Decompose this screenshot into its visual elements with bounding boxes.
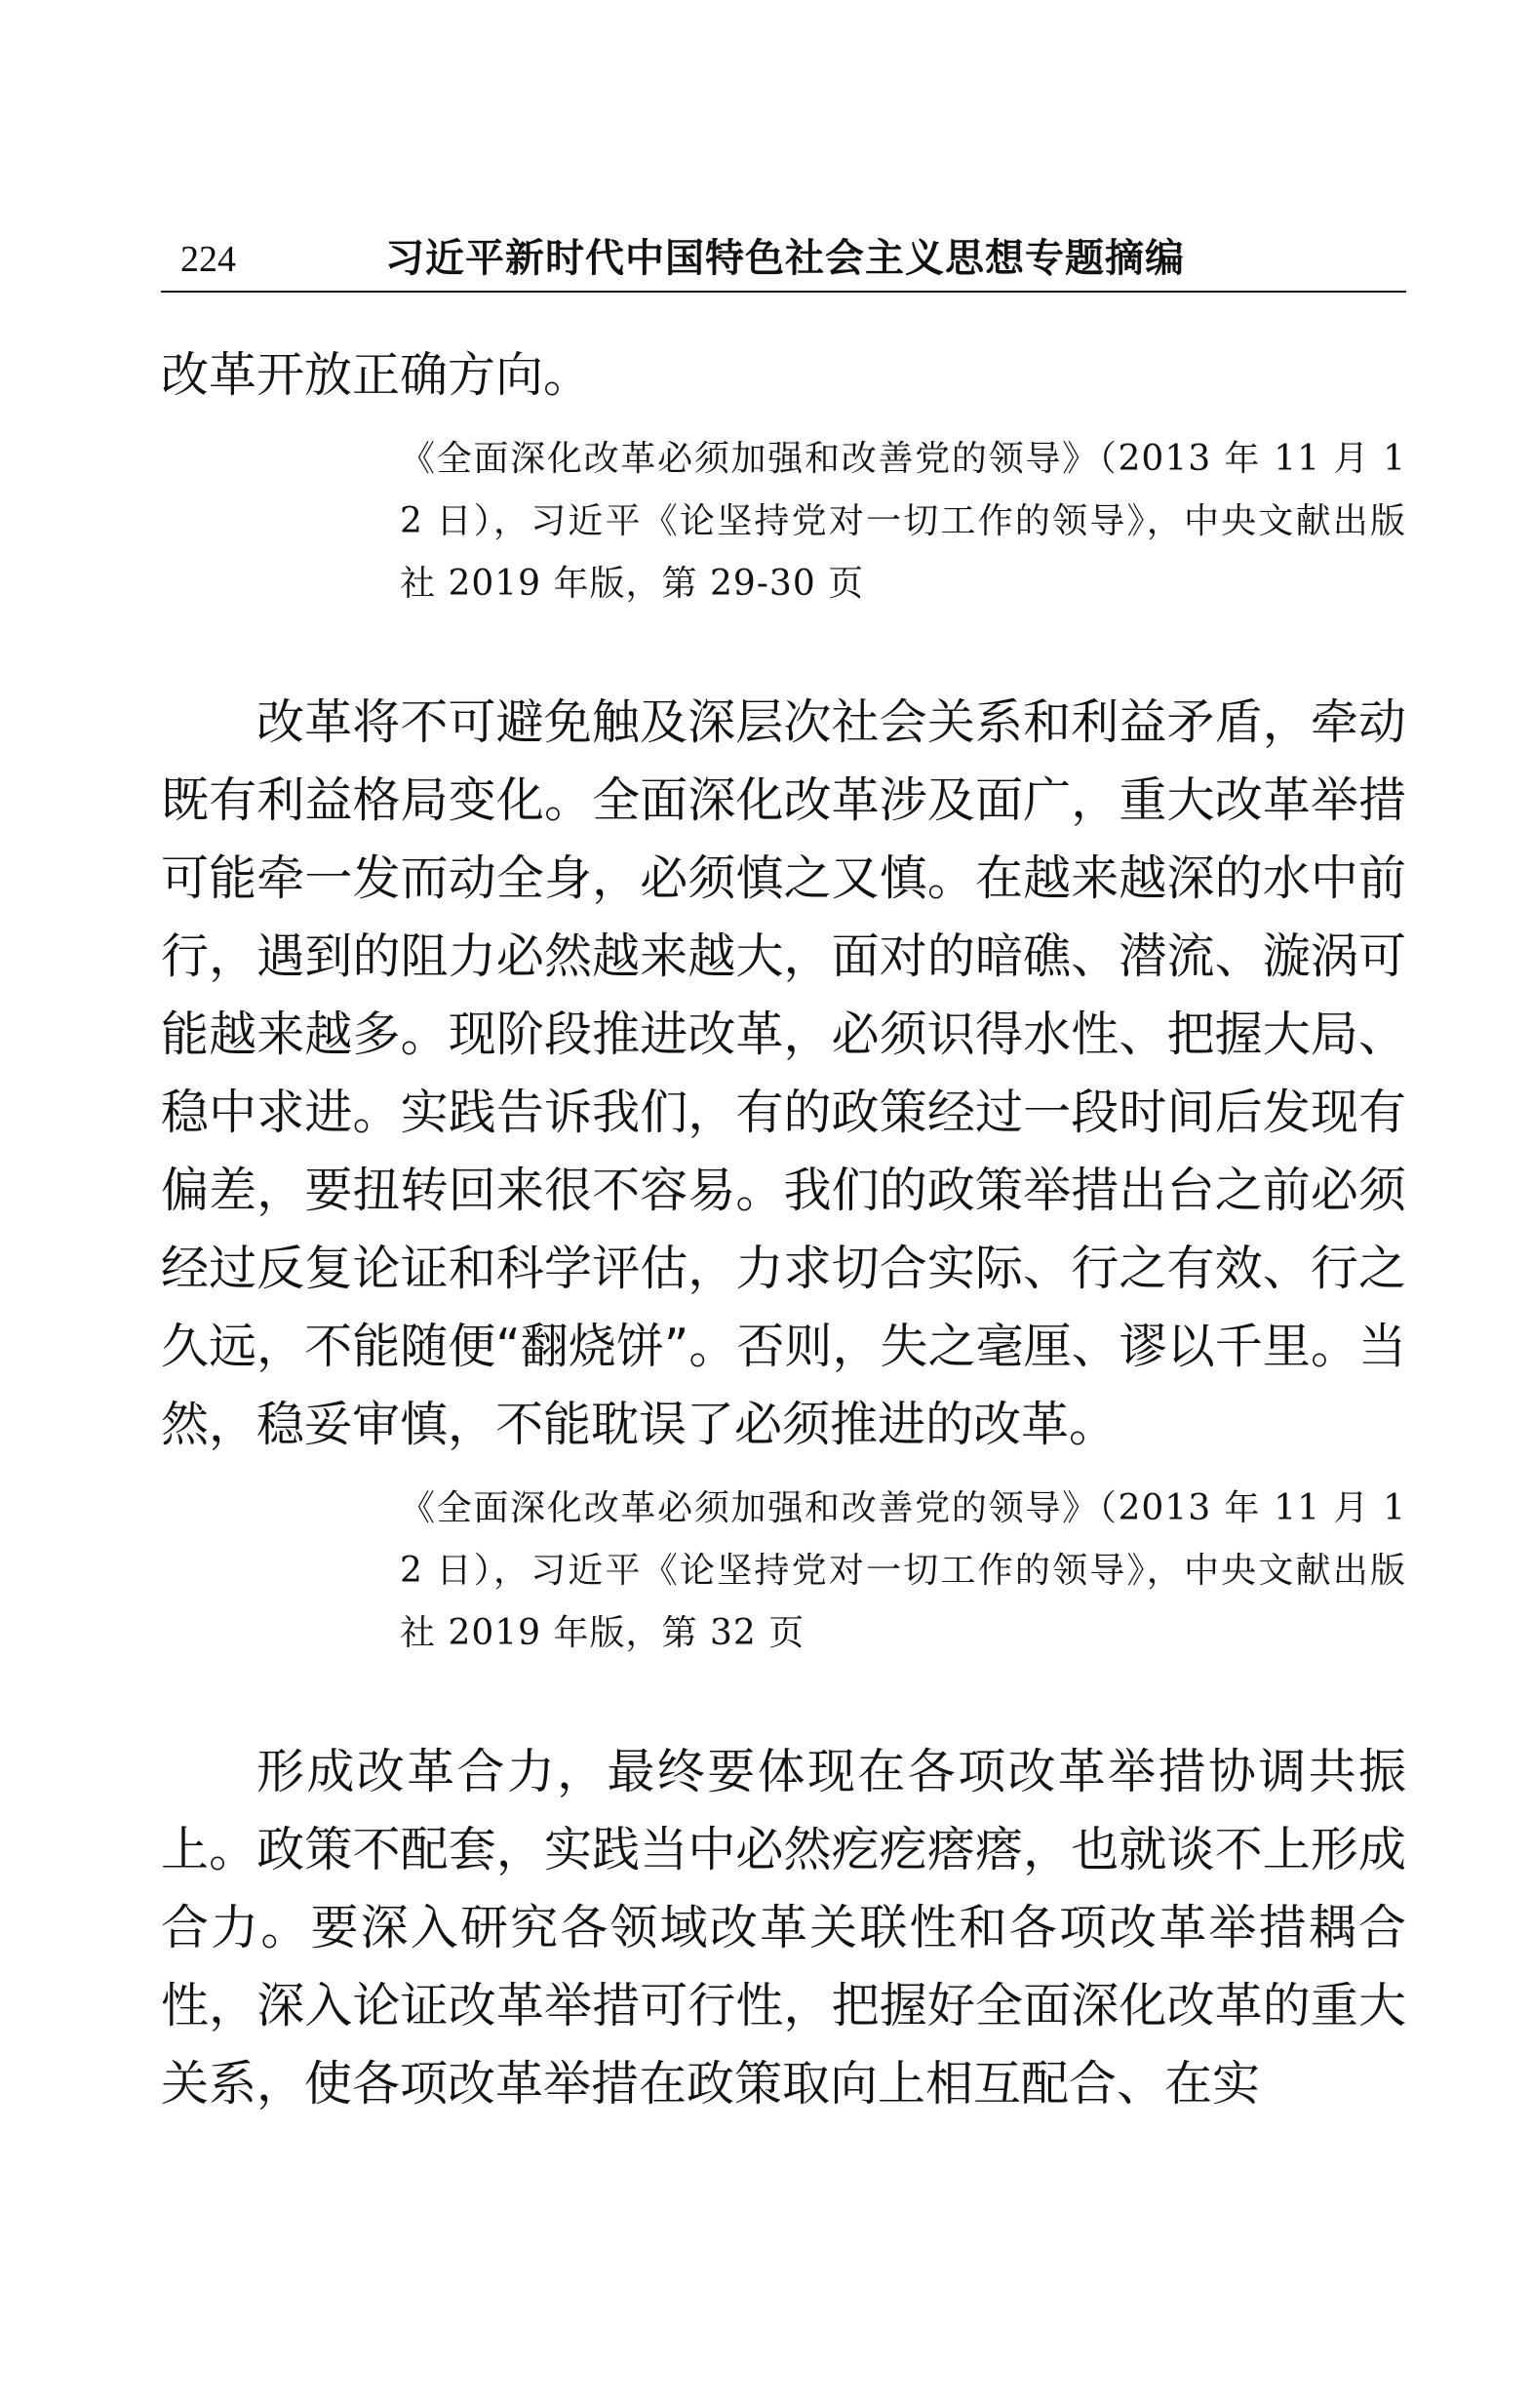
section-gap <box>161 615 1406 684</box>
paragraph-reform-synergy: 形成改革合力，最终要体现在各项改革举措协调共振上。政策不配套，实践当中必然疙疙瘩瘩，也就谈不上形成合力。要深入研究各领域改革关联性和各项改革举措耦合性，深入论证改革举措可行性，把握好全面深化改革的重大关系，使各项改革举措在政策取向上相互配合、在实 <box>161 1744 1406 2112</box>
section-gap <box>161 1665 1406 1733</box>
page-body <box>161 336 1406 2123</box>
source-citation-2: 《全面深化改革必须加强和改善党的领导》（2013 年 11 月 12 日），习近平《论坚持党对一切工作的领导》，中央文献出版社 2019 年版，第 32 页 <box>400 1488 1406 1653</box>
source-citation-1: 《全面深化改革必须加强和改善党的领导》（2013 年 11 月 12 日），习近平《论坚持党对一切工作的领导》，中央文献出版社 2019 年版，第 29-30 页 <box>400 439 1406 604</box>
page-header <box>161 230 1406 291</box>
running-title: 习近平新时代中国特色社会主义思想专题摘编 <box>385 236 1185 281</box>
paragraph-continuation: 改革开放正确方向。 <box>161 347 592 403</box>
header-rule <box>161 291 1406 293</box>
paragraph-reform-risks: 改革将不可避免触及深层次社会关系和利益矛盾，牵动既有利益格局变化。全面深化改革涉及面广，重大改革举措可能牵一发而动全身，必须慎之又慎。在越来越深的水中前行，遇到的阻力必然越来越大，面对的暗礁、潜流、漩涡可能越来越多。现阶段推进改革，必须识得水性、把握大局、稳中求进。实践告诉我们，有的政策经过一段时间后发现有偏差，要扭转回来很不容易。我们的政策举措出台之前必须经过反复论证和科学评估，力求切合实际、行之有效、行之久远，不能随便“翻烧饼”。否则，失之毫厘、谬以千里。当然，稳妥审慎，不能耽误了必须推进的改革。 <box>161 694 1406 1452</box>
page-number: 224 <box>180 239 236 280</box>
